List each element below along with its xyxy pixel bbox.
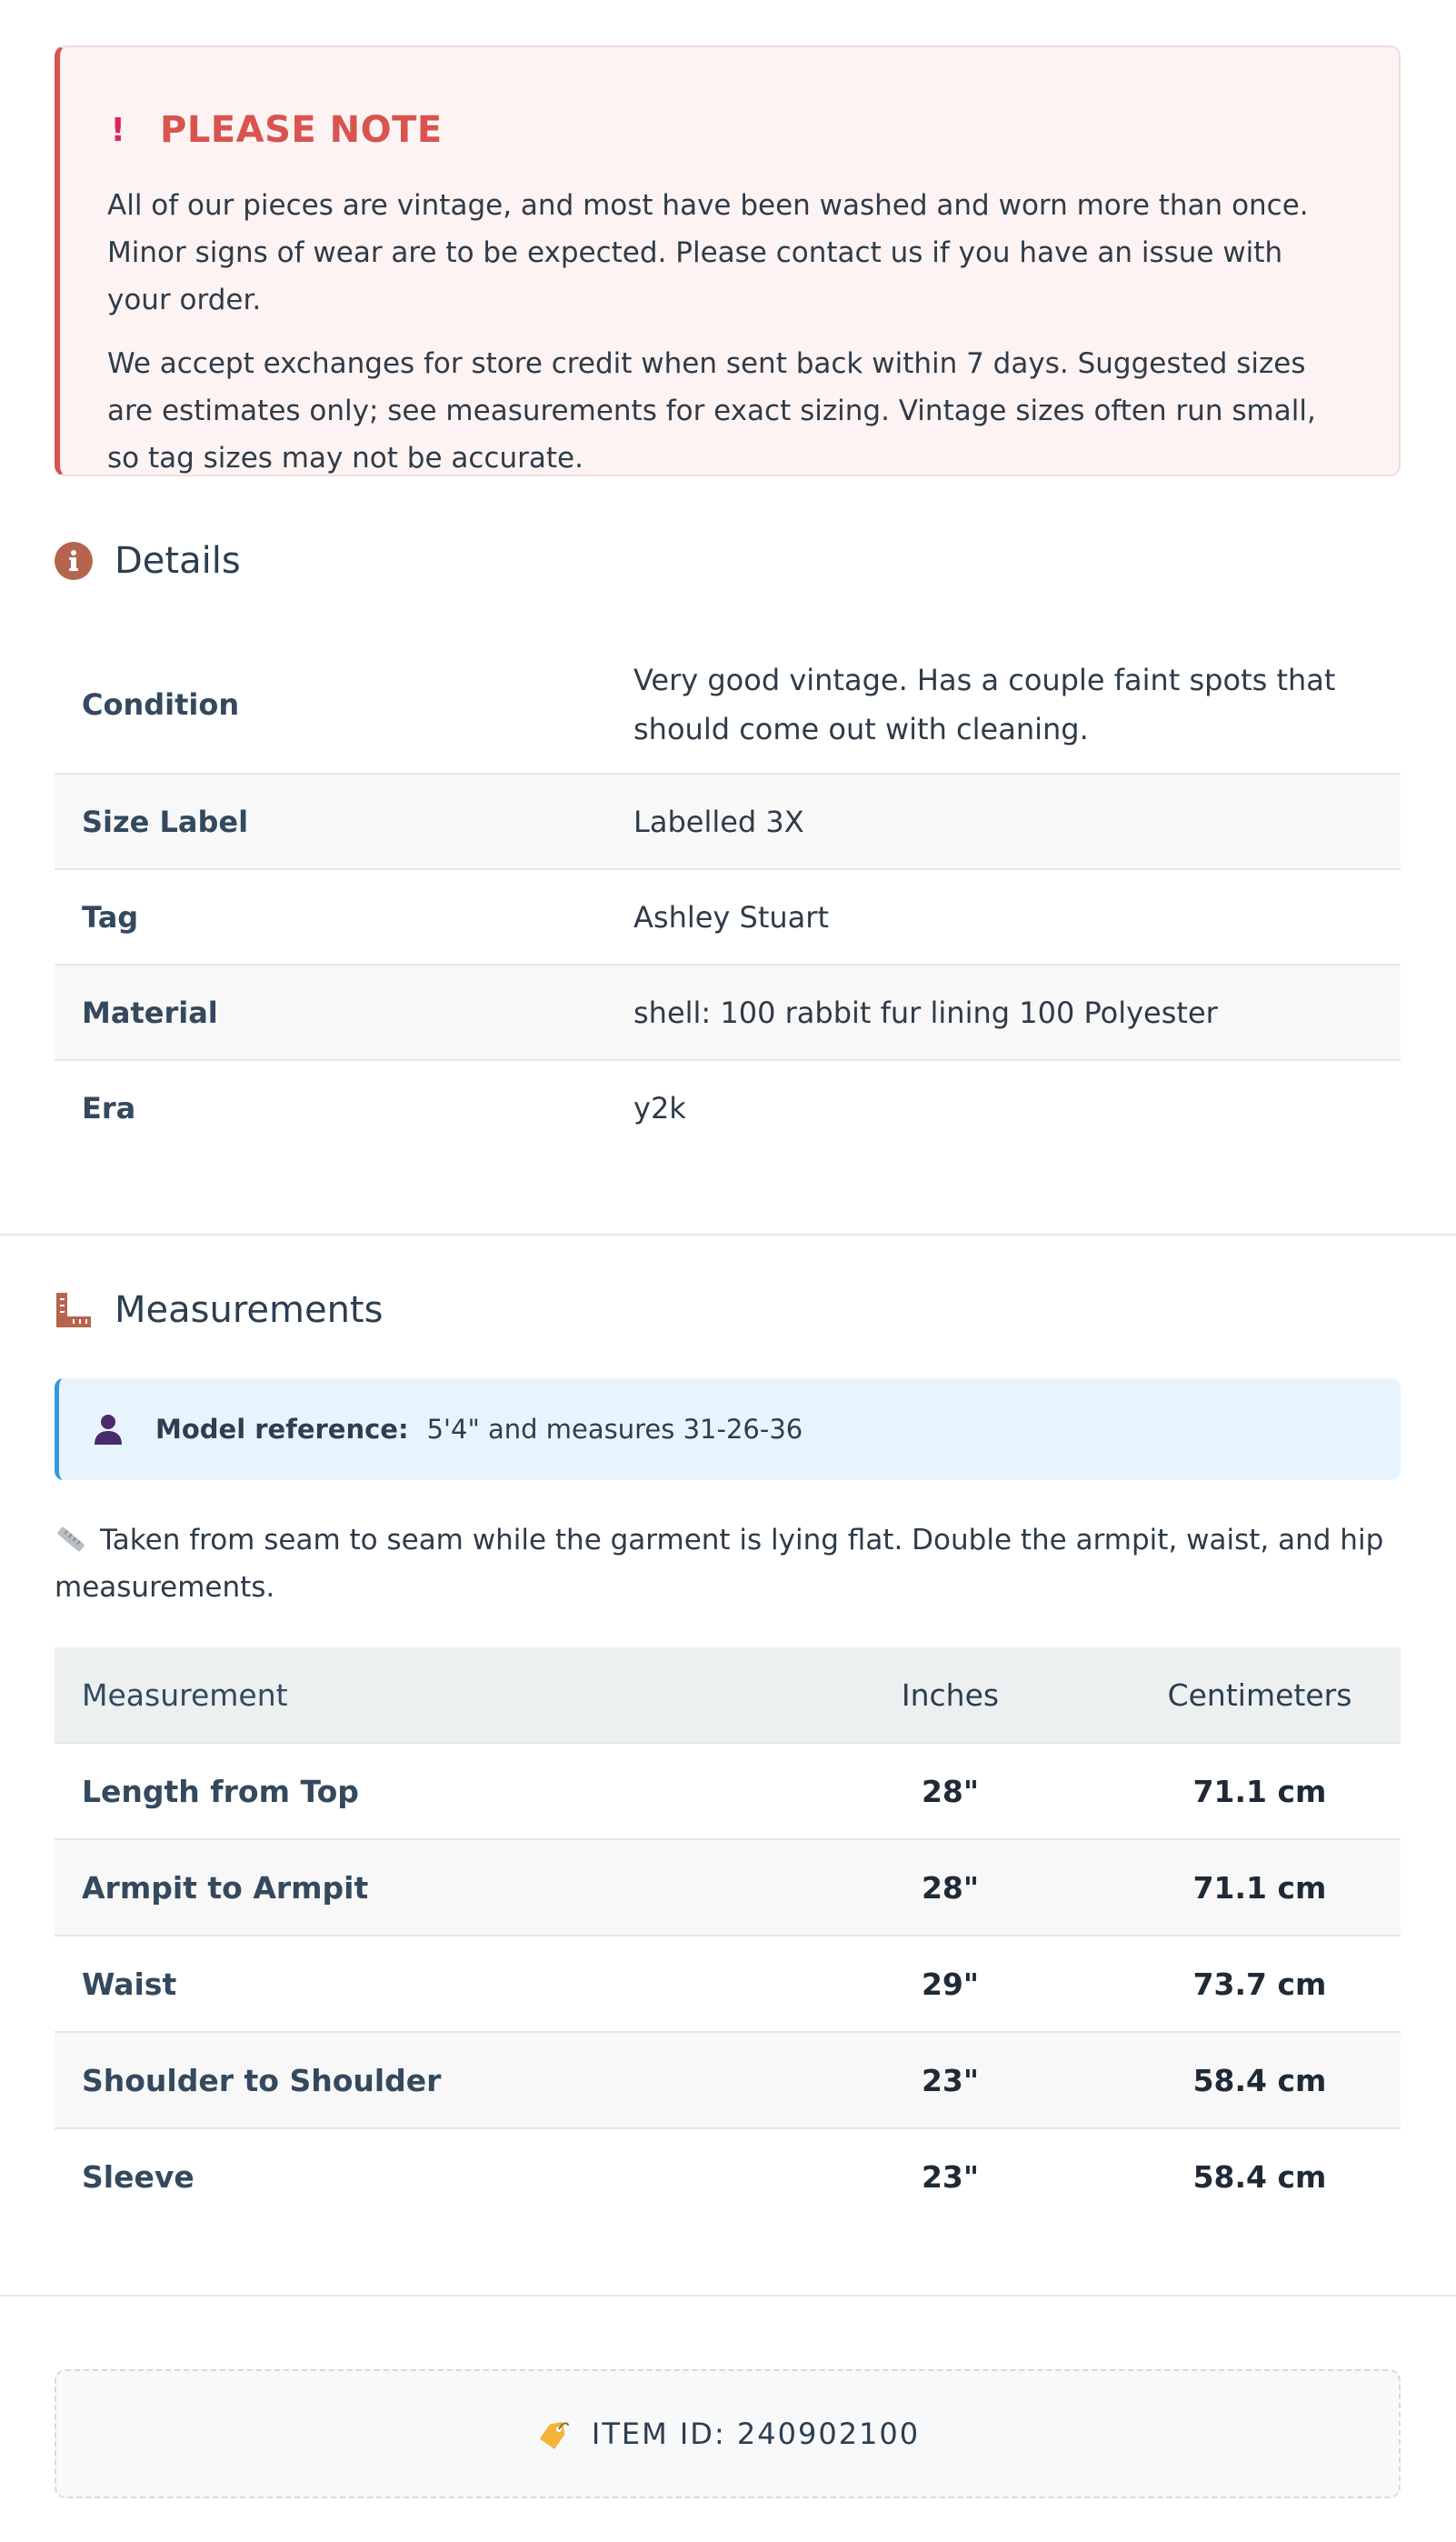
table-row: [55, 775, 1401, 870]
details-heading: [55, 540, 241, 582]
detail-value: Labelled 3X: [633, 804, 804, 839]
table-row: [55, 1937, 1401, 2033]
measurement-inches: 23": [921, 2062, 980, 2098]
section-divider: [0, 1234, 1456, 1236]
tag-icon: [535, 2418, 570, 2449]
measurement-note-text: Taken from seam to seam while the garment is lying flat. Double the armpit, waist, and hip measurements.: [55, 1524, 1384, 1604]
measurement-name: Length from Top: [82, 1773, 359, 1809]
table-row: [55, 966, 1401, 1061]
table-row: [55, 870, 1401, 966]
detail-key: Condition: [82, 687, 240, 722]
item-id-box: [55, 2369, 1401, 2498]
measurement-cm: 71.1 cm: [1192, 1773, 1327, 1809]
detail-value: y2k: [633, 1091, 686, 1126]
measurement-name: Armpit to Armpit: [82, 1869, 369, 1906]
measurement-inches: 28": [921, 1773, 980, 1809]
detail-value: Very good vintage. Has a couple faint spots that should come out with cleaning.: [633, 663, 1336, 746]
measurements-heading: [55, 1289, 383, 1331]
table-header-row: [55, 1647, 1401, 1744]
section-divider: [0, 2295, 1456, 2297]
exclamation-icon: !: [110, 111, 126, 149]
measurement-name: Sleeve: [82, 2158, 194, 2195]
measurement-name: Shoulder to Shoulder: [82, 2062, 442, 2098]
notice-paragraph-2: We accept exchanges for store credit when sent back within 7 days. Suggested sizes are estimates only; see measurements for exact sizing. Vintage sizes often run small, so tag sizes may not be accurate.: [107, 347, 1316, 475]
info-icon: [55, 542, 93, 580]
detail-key: Era: [82, 1091, 136, 1126]
measurements-heading-text: Measurements: [115, 1289, 384, 1331]
person-icon: [92, 1413, 125, 1446]
measurement-inches: 23": [921, 2158, 980, 2195]
please-note-box: [55, 45, 1401, 476]
measurement-cm: 71.1 cm: [1192, 1869, 1327, 1906]
column-header-measurement: Measurement: [82, 1676, 288, 1713]
detail-value: shell: 100 rabbit fur lining 100 Polyester: [633, 995, 1218, 1030]
detail-key: Size Label: [82, 804, 249, 839]
table-row: [55, 1840, 1401, 1937]
detail-key: Tag: [82, 899, 139, 935]
item-id-text: ITEM ID: 240902100: [591, 2417, 921, 2451]
ruler-icon: [55, 1291, 93, 1329]
column-header-inches: Inches: [901, 1676, 1000, 1713]
measurement-cm: 58.4 cm: [1192, 2062, 1327, 2098]
notice-title: [107, 109, 1350, 151]
measurement-cm: 58.4 cm: [1192, 2158, 1327, 2195]
detail-key: Material: [82, 995, 218, 1030]
model-reference-value: 5'4" and measures 31-26-36: [426, 1414, 803, 1445]
measurement-cm: 73.7 cm: [1192, 1966, 1327, 2002]
table-row: [55, 2129, 1401, 2224]
table-row: [55, 2033, 1401, 2129]
table-row: [55, 1061, 1401, 1156]
measurement-inches: 29": [921, 1966, 980, 2002]
notice-title-text: PLEASE NOTE: [160, 109, 443, 151]
detail-value: Ashley Stuart: [633, 899, 829, 935]
measurement-name: Waist: [82, 1966, 177, 2002]
details-heading-text: Details: [115, 540, 241, 582]
model-reference-label: Model reference:: [155, 1414, 409, 1445]
model-reference-box: [55, 1378, 1401, 1480]
ruler-pencil-icon: [55, 1526, 87, 1553]
measurement-note: [55, 1516, 1401, 1611]
measurement-inches: 28": [921, 1869, 980, 1906]
notice-paragraph-1: All of our pieces are vintage, and most have been washed and worn more than once. Minor signs of wear are to be expected. Please contact us if you have an issue with your order.: [107, 189, 1309, 316]
table-row: [55, 1744, 1401, 1840]
column-header-centimeters: Centimeters: [1167, 1676, 1352, 1713]
measurements-table: [55, 1647, 1401, 2224]
details-table: [55, 636, 1401, 1156]
table-row: [55, 636, 1401, 775]
